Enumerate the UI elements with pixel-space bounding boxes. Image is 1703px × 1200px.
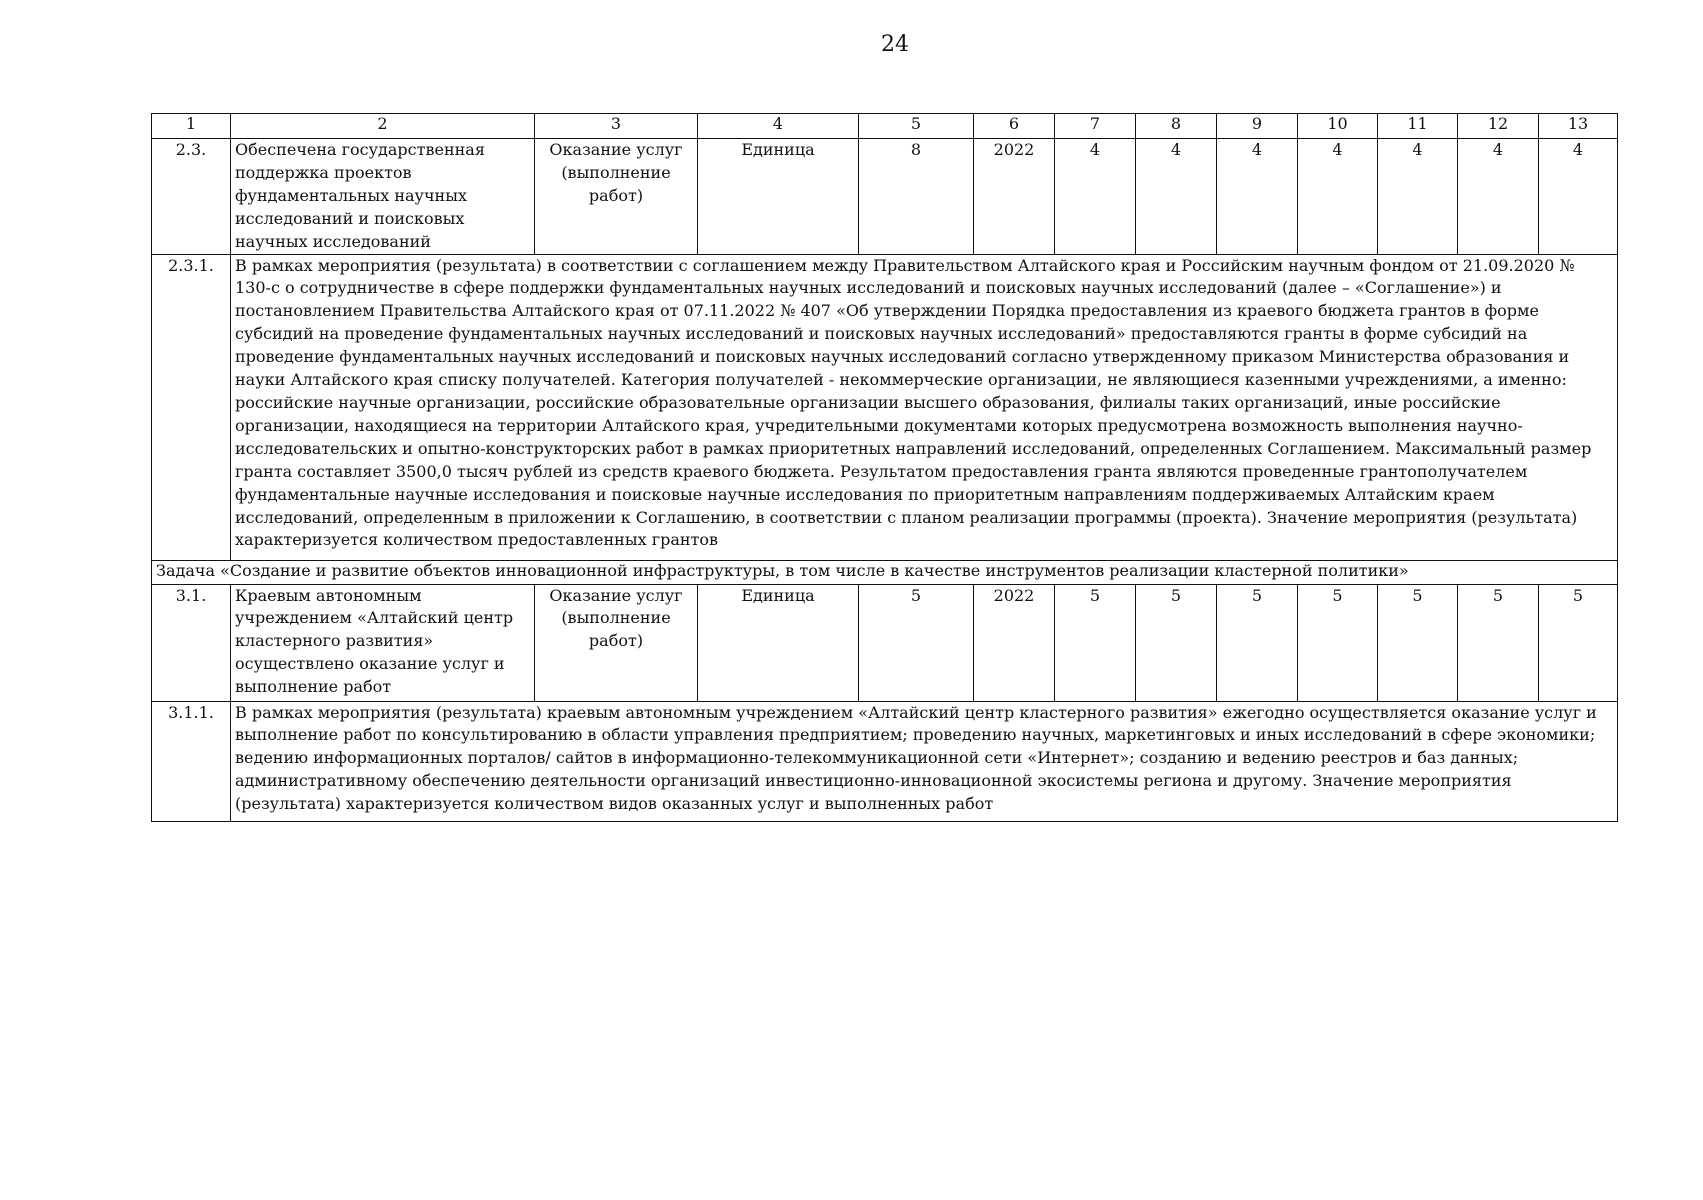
table-header-row <box>152 114 1618 139</box>
year-value: 5 <box>1539 584 1618 701</box>
year-value: 5 <box>1458 584 1539 701</box>
measure-description: В рамках мероприятия (результата) в соответствии с соглашением между Правительством Алтайского края и Российским научным фондом от 21.09.2020 № 130-с о сотрудничестве в сфере поддержки фундаментальных научных исследований и поисковых научных исследований (далее – «Соглашение») и постановлением Правительства Алтайского края от 07.11.2022 № 407 «Об утверждении Порядка предоставления из краевого бюджета грантов в форме субсидий на проведение фундаментальных научных исследований и поисковых научных исследований» предоставляются гранты в форме субсидий на проведение фундаментальных научных исследований и поисковых научных исследований согласно утвержденному приказом Министерства образования и науки Алтайского края списку получателей. Категория получателей - некоммерческие организации, не являющиеся казенными учреждениями, а именно: российские научные организации, российские образовательные организации высшего образования, филиалы таких организаций, иные российские организации, находящиеся на территории Алтайского края, учредительными документами которых предусмотрена возможность выполнения научно-исследовательских и опытно-конструкторских работ в рамках приоритетных направлений исследований, определенных Соглашением. Максимальный размер гранта составляет 3500,0 тысяч рублей из средств краевого бюджета. Результатом предоставления гранта являются проведенные грантополучателем фундаментальные научные исследования и поисковые научные исследования по приоритетным направлениям поддерживаемых Алтайским краем исследований, определенным в приложении к Соглашению, в соответствии с планом реализации программы (проекта). Значение мероприятия (результата) характеризуется количеством предоставленных грантов <box>231 254 1618 560</box>
column-number: 2 <box>231 114 535 139</box>
indicators-table <box>151 113 1618 822</box>
base-year: 2022 <box>974 139 1055 255</box>
year-value: 4 <box>1298 139 1378 255</box>
year-value: 4 <box>1458 139 1539 255</box>
base-value: 8 <box>859 139 974 255</box>
column-number: 13 <box>1539 114 1618 139</box>
year-value: 4 <box>1539 139 1618 255</box>
year-value: 5 <box>1378 584 1458 701</box>
result-type: Оказание услуг (выполнение работ) <box>535 139 698 255</box>
column-number: 1 <box>152 114 231 139</box>
table-row <box>152 584 1618 701</box>
year-value: 5 <box>1217 584 1298 701</box>
result-name: Обеспечена государственная поддержка проектов фундаментальных научных исследований и поисковых научных исследований <box>231 139 535 255</box>
year-value: 5 <box>1136 584 1217 701</box>
column-number: 12 <box>1458 114 1539 139</box>
base-value: 5 <box>859 584 974 701</box>
table-row <box>152 701 1618 821</box>
year-value: 4 <box>1378 139 1458 255</box>
base-year: 2022 <box>974 584 1055 701</box>
column-number: 3 <box>535 114 698 139</box>
table-row <box>152 254 1618 560</box>
column-number: 6 <box>974 114 1055 139</box>
column-number: 9 <box>1217 114 1298 139</box>
measure-description: В рамках мероприятия (результата) краевым автономным учреждением «Алтайский центр кластерного развития» ежегодно осуществляется оказание услуг и выполнение работ по консультированию в области управления предприятием; проведению научных, маркетинговых и иных исследований в сфере экономики; ведению информационных порталов/ сайтов в информационно-телекоммуникационной сети «Интернет»; созданию и ведению реестров и баз данных; административному обеспечению деятельности организаций инвестиционно-инновационной экосистемы региона и другому. Значение мероприятия (результата) характеризуется количеством видов оказанных услуг и выполненных работ <box>231 701 1618 821</box>
page-number: 24 <box>881 32 909 57</box>
row-number: 2.3. <box>152 139 231 255</box>
task-row <box>152 560 1618 584</box>
unit: Единица <box>698 584 859 701</box>
year-value: 5 <box>1298 584 1378 701</box>
column-number: 10 <box>1298 114 1378 139</box>
row-number: 3.1. <box>152 584 231 701</box>
column-number: 4 <box>698 114 859 139</box>
result-type: Оказание услуг (выполнение работ) <box>535 584 698 701</box>
year-value: 4 <box>1055 139 1136 255</box>
row-number: 2.3.1. <box>152 254 231 560</box>
year-value: 4 <box>1217 139 1298 255</box>
result-name: Краевым автономным учреждением «Алтайский центр кластерного развития» осуществлено оказание услуг и выполнение работ <box>231 584 535 701</box>
task-title: Задача «Создание и развитие объектов инновационной инфраструктуры, в том числе в качестве инструментов реализации кластерной политики» <box>152 560 1618 584</box>
row-number: 3.1.1. <box>152 701 231 821</box>
year-value: 5 <box>1055 584 1136 701</box>
column-number: 8 <box>1136 114 1217 139</box>
column-number: 5 <box>859 114 974 139</box>
column-number: 11 <box>1378 114 1458 139</box>
year-value: 4 <box>1136 139 1217 255</box>
column-number: 7 <box>1055 114 1136 139</box>
table-row <box>152 139 1618 255</box>
unit: Единица <box>698 139 859 255</box>
